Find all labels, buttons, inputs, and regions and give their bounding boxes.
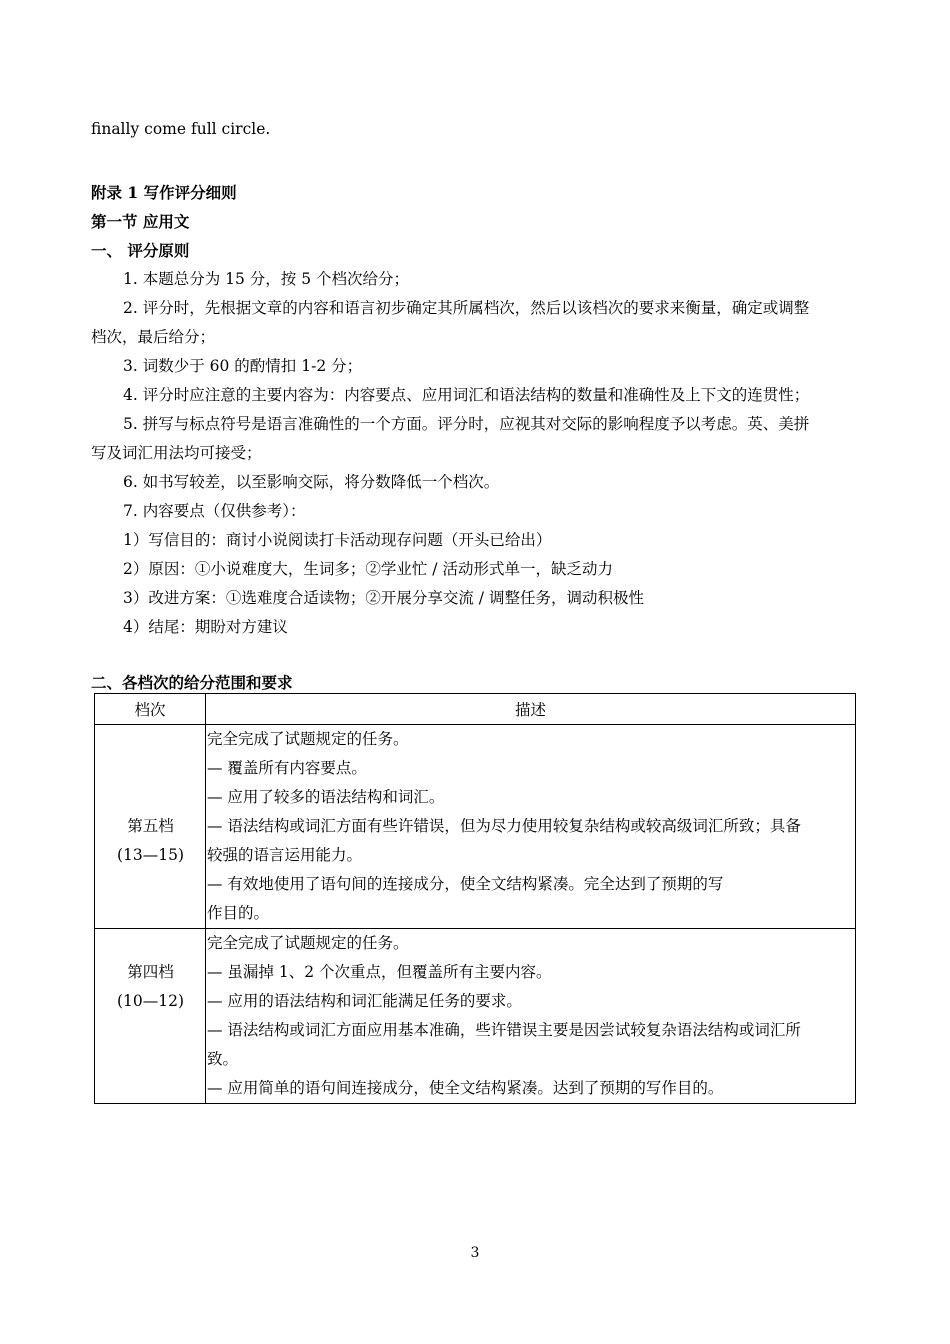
content-point-1: 1）写信目的：商讨小说阅读打卡活动现存问题（开头已给出） bbox=[123, 531, 552, 549]
level-cell bbox=[95, 929, 206, 1104]
rule-item-3: 3. 词数少于 60 的酌情扣 1-2 分； bbox=[123, 357, 363, 375]
table-row bbox=[95, 929, 856, 1104]
level-name: 第五档 bbox=[127, 817, 174, 835]
header-level: 档次 bbox=[95, 694, 206, 725]
level-range: (13—15) bbox=[116, 846, 185, 864]
rule-item-4: 4. 评分时应注意的主要内容为：内容要点、应用词汇和语法结构的数量和准确性及上下文的连贯性； bbox=[123, 386, 810, 404]
part2-heading: 二、各档次的给分范围和要求 bbox=[91, 673, 293, 692]
content-point-3: 3）改进方案：①选难度合适读物；②开展分享交流 / 调整任务，调动积极性 bbox=[123, 589, 644, 607]
description-cell bbox=[206, 725, 856, 929]
rule-item-2-cont: 档次，最后给分； bbox=[91, 328, 216, 346]
header-description: 描述 bbox=[206, 694, 856, 725]
rule-item-2: 2. 评分时，先根据文章的内容和语言初步确定其所属档次，然后以该档次的要求来衡量，确定或调整 bbox=[123, 299, 810, 317]
section-title: 第一节 应用文 bbox=[91, 212, 190, 231]
level-name: 第四档 bbox=[127, 963, 174, 981]
desc-line: — 有效地使用了语句间的连接成分，使全文结构紧凑。完全达到了预期的写 bbox=[207, 875, 724, 893]
part1-heading: 一、 评分原则 bbox=[91, 241, 190, 260]
desc-line: — 应用简单的语句间连接成分，使全文结构紧凑。达到了预期的写作目的。 bbox=[207, 1079, 724, 1097]
rule-item-7: 7. 内容要点（仅供参考）： bbox=[123, 502, 306, 520]
table-header-row bbox=[95, 694, 856, 725]
rule-item-6: 6. 如书写较差，以至影响交际，将分数降低一个档次。 bbox=[123, 473, 500, 491]
page-number: 3 bbox=[470, 1245, 480, 1261]
description-cell bbox=[206, 929, 856, 1104]
rule-item-1: 1. 本题总分为 15 分，按 5 个档次给分； bbox=[123, 270, 410, 288]
level-range: (10—12) bbox=[116, 992, 185, 1010]
desc-line: — 应用的语法结构和词汇能满足任务的要求。 bbox=[207, 992, 522, 1010]
rule-item-5: 5. 拼写与标点符号是语言准确性的一个方面。评分时，应视其对交际的影响程度予以考虑。英、美拼 bbox=[123, 415, 810, 433]
rubric-table bbox=[94, 693, 856, 1104]
desc-line: — 覆盖所有内容要点。 bbox=[207, 759, 367, 777]
appendix-title: 附录 1 写作评分细则 bbox=[91, 183, 237, 202]
desc-line: — 语法结构或词汇方面有些许错误，但为尽力使用较复杂结构或较高级词汇所致；具备 bbox=[207, 817, 801, 835]
table-row bbox=[95, 725, 856, 929]
desc-line: — 语法结构或词汇方面应用基本准确，些许错误主要是因尝试较复杂语法结构或词汇所 bbox=[207, 1021, 801, 1039]
desc-line: 较强的语言运用能力。 bbox=[207, 846, 363, 864]
intro-line: finally come full circle. bbox=[91, 120, 271, 138]
desc-line: — 应用了较多的语法结构和词汇。 bbox=[207, 788, 445, 806]
desc-line: 作目的。 bbox=[207, 904, 270, 922]
desc-line: 完全完成了试题规定的任务。 bbox=[207, 730, 409, 748]
content-point-2: 2）原因：①小说难度大，生词多；②学业忙 / 活动形式单一，缺乏动力 bbox=[123, 560, 613, 578]
desc-line: — 虽漏掉 1、2 个次重点，但覆盖所有主要内容。 bbox=[207, 963, 552, 981]
level-cell bbox=[95, 725, 206, 929]
rule-item-5-cont: 写及词汇用法均可接受； bbox=[91, 444, 262, 462]
content-point-4: 4）结尾：期盼对方建议 bbox=[123, 618, 288, 636]
desc-line: 完全完成了试题规定的任务。 bbox=[207, 934, 409, 952]
desc-line: 致。 bbox=[207, 1050, 239, 1068]
